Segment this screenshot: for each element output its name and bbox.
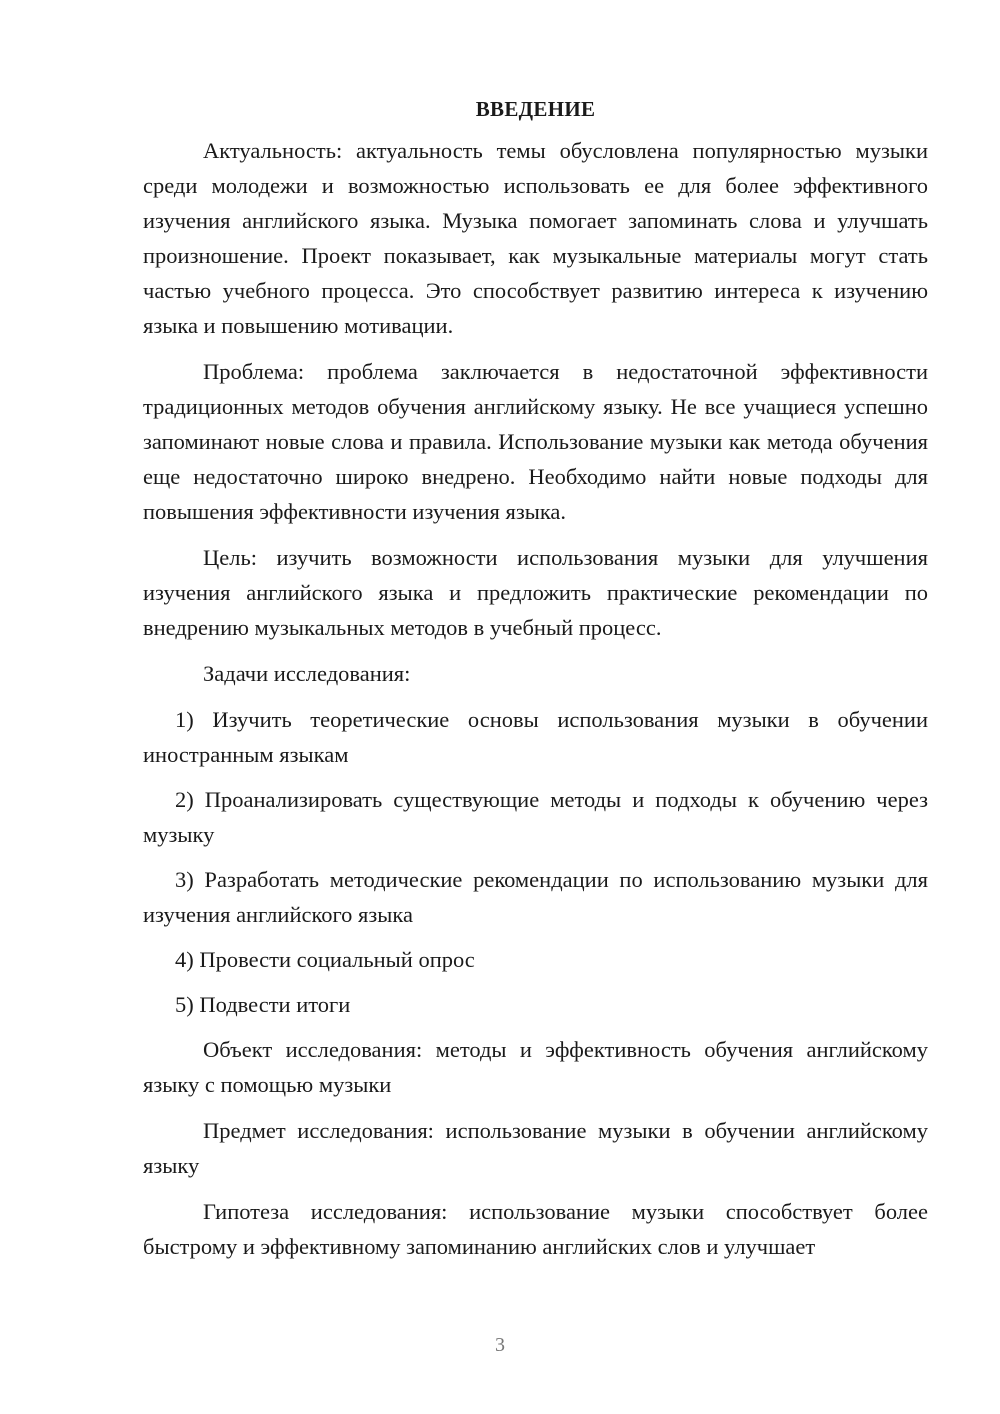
goal-paragraph: Цель: изучить возможности использования музыки для улучшения изучения английского языка и предложить практические рекомендации по внедрению музыкальных методов в учебный процесс. (143, 545, 928, 640)
hypothesis-paragraph: Гипотеза исследования: использование музыки способствует более быстрому и эффективному запоминанию английских слов и улучшает (143, 1199, 928, 1259)
task-item-1: 1) Изучить теоретические основы использования музыки в обучении иностранным языкам (143, 707, 928, 767)
tasks-heading: Задачи исследования: (203, 661, 411, 686)
relevance-paragraph: Актуальность: актуальность темы обусловлена популярностью музыки среди молодежи и возможностью использовать ее для более эффективного изучения английского языка. Музыка помогает запоминать слова и улучшать произношение. Проект показывает, как музыкальные материалы могут стать частью учебного процесса. Это способствует развитию интереса к изучению языка и повышению мотивации. (143, 138, 928, 338)
problem-paragraph: Проблема: проблема заключается в недостаточной эффективности традиционных методов обучения английскому языку. Не все учащиеся успешно запоминают новые слова и правила. Использование музыки как метода обучения еще недостаточно широко внедрено. Необходимо найти новые подходы для повышения эффективности изучения языка. (143, 359, 928, 524)
document-page (143, 92, 928, 1275)
section-title: ВВЕДЕНИЕ (475, 97, 596, 121)
task-item-4: 4) Провести социальный опрос (175, 947, 475, 972)
task-item-5: 5) Подвести итоги (175, 992, 351, 1017)
task-item-2: 2) Проанализировать существующие методы и подходы к обучению через музыку (143, 787, 928, 847)
page-number: 3 (495, 1334, 505, 1356)
object-paragraph: Объект исследования: методы и эффективность обучения английскому языку с помощью музыки (143, 1037, 928, 1097)
task-item-3: 3) Разработать методические рекомендации по использованию музыки для изучения английского языка (143, 867, 928, 927)
subject-paragraph: Предмет исследования: использование музыки в обучении английскому языку (143, 1118, 928, 1178)
